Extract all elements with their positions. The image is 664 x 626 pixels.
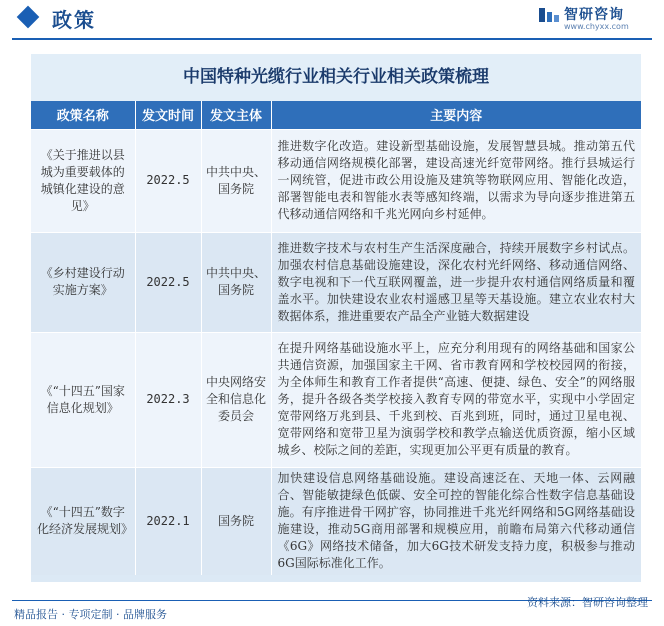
policy-name-cell: 《“十四五”国家信息化规划》 — [31, 332, 135, 467]
footer-source: 资料来源：智研咨询整理 — [527, 596, 648, 609]
issuer-cell: 中共中央、国务院 — [201, 232, 271, 332]
issue-date-cell: 2022.3 — [135, 332, 201, 467]
column-header-issuer: 发文主体 — [201, 101, 271, 129]
diamond-icon — [17, 6, 40, 29]
issue-date-cell: 2022.5 — [135, 232, 201, 332]
chyxx-logo-icon — [538, 6, 560, 24]
table-title: 中国特种光缆行业相关行业相关政策梳理 — [31, 54, 641, 101]
policy-name-cell: 《关于推进以县城为重要载体的城镇化建设的意见》 — [31, 129, 135, 232]
table-row — [31, 232, 641, 332]
brand-name: 智研咨询 — [564, 7, 624, 23]
footer-services: 精品报告 · 专项定制 · 品牌服务 — [14, 608, 167, 621]
column-header-policy-name: 政策名称 — [31, 101, 135, 129]
page-header — [0, 0, 664, 34]
policy-table-panel — [31, 54, 641, 582]
issuer-cell: 中共中央、国务院 — [201, 129, 271, 232]
brand-url: www.chyxx.com — [564, 22, 629, 31]
issuer-cell: 国务院 — [201, 467, 271, 575]
issue-date-cell: 2022.1 — [135, 467, 201, 575]
column-header-main-content: 主要内容 — [271, 101, 641, 129]
main-content-cell: 在提升网络基础设施水平上，应充分利用现有的网络基础和国家公共通信资源，加强国家主干网、省市教育网和学校校园网的衔接，为全体师生和教育工作者提供“高速、便捷、绿色、安全”的网络服务，提升各级各类学校接入教育专网的带宽水平，实现中小学固定宽带网络万兆到县、千兆到校、百兆到班，同时，通过卫星电视、宽带网络和宽带卫星为演弱学校和教学点输送优质资源，缩小区域城乡、校际之间的差距，实现更加公平更有质量的教育。 — [271, 332, 641, 467]
policy-name-cell: 《“十四五”数字化经济发展规划》 — [31, 467, 135, 575]
table-row — [31, 332, 641, 467]
table-row — [31, 467, 641, 575]
column-header-issue-date: 发文时间 — [135, 101, 201, 129]
brand[interactable] — [538, 4, 648, 34]
page-title: 政策 — [52, 8, 96, 32]
table-row — [31, 129, 641, 232]
main-content-cell: 推进数字技术与农村生产生活深度融合，持续开展数字乡村试点。加强农村信息基础设施建设，深化农村光纤网络、移动通信网络、数字电视和下一代互联网覆盖，进一步提升农村通信网络质量和覆盖水平。加快建设农业农村遥感卫星等天基设施。建立农业农村大数据体系，推进重要农产品全产业链大数据建设 — [271, 232, 641, 332]
table-header-row — [31, 101, 641, 129]
header-divider — [12, 38, 652, 40]
issue-date-cell: 2022.5 — [135, 129, 201, 232]
main-content-cell: 加快建设信息网络基础设施。建设高速泛在、天地一体、云网融合、智能敏捷绿色低碳、安全可控的智能化综合性数字信息基础设施。有序推进骨干网扩容，协同推进千兆光纤网络和5G网络基础设施建设，推动5G商用部署和规模应用，前瞻布局第六代移动通信《6G》网络技术储备，加大6G技术研发支持力度，积极参与推动6G国际标准化工作。 — [271, 467, 641, 575]
main-content-cell: 推进数字化改造。建设新型基础设施，发展智慧县城。推动第五代移动通信网络规模化部署，建设高速光纤宽带网络。推行县城运行一网统管，促进市政公用设施及建筑等物联网应用、智能化改造，部署智能电表和智能水表等感知终端，以需求为导向逐步推进第五代移动通信网络和千兆光网向乡村延伸。 — [271, 129, 641, 232]
policy-name-cell: 《乡村建设行动实施方案》 — [31, 232, 135, 332]
policy-table — [31, 101, 641, 575]
issuer-cell: 中央网络安全和信息化委员会 — [201, 332, 271, 467]
